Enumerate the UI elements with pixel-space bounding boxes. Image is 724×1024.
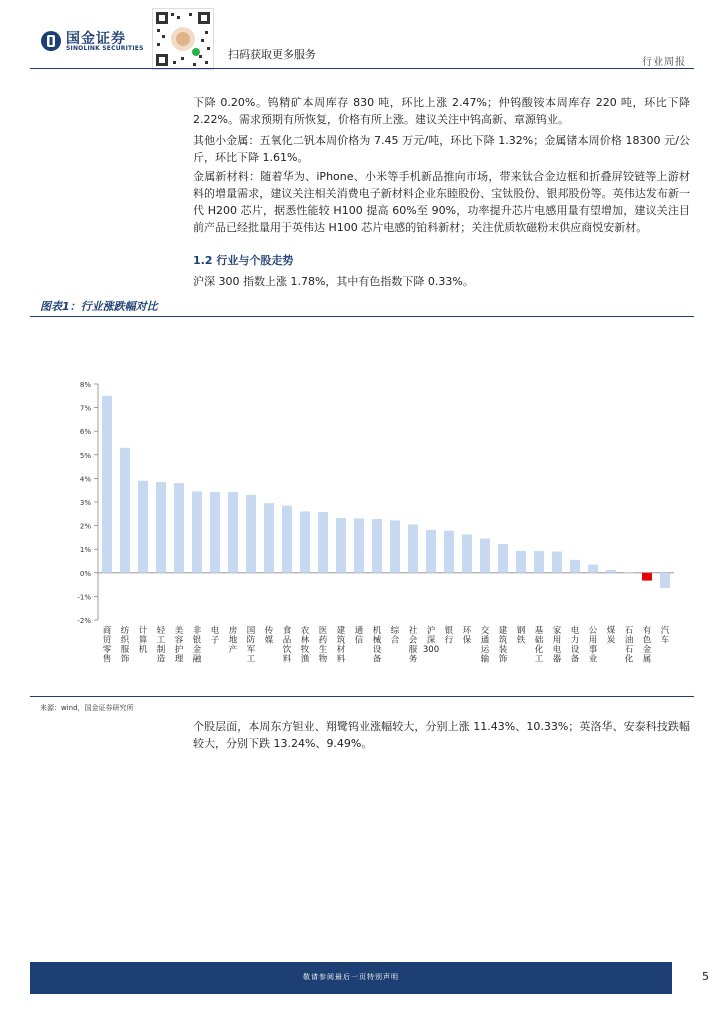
y-tick-label: 6% — [79, 428, 91, 437]
figure-source: 来源：wind，国金证券研究所 — [40, 704, 134, 712]
industry-change-bar-chart — [60, 372, 680, 682]
bar-21 — [480, 539, 490, 573]
category-label: 汽车 — [660, 626, 670, 646]
category-label: 美容护理 — [174, 626, 184, 665]
bar-29 — [624, 572, 634, 573]
category-label: 建筑装饰 — [498, 626, 508, 665]
category-label: 公用事业 — [588, 626, 598, 665]
category-label: 环保 — [462, 626, 472, 646]
category-label: 房地产 — [228, 626, 238, 655]
sinolink-logo-icon — [40, 30, 62, 52]
y-tick-label: -1% — [77, 593, 91, 602]
brand-name-cn: 国金证券 — [66, 31, 126, 47]
bar-10 — [282, 506, 292, 573]
bar-0 — [102, 396, 112, 573]
category-label: 基础化工 — [534, 626, 544, 665]
bar-26 — [570, 560, 580, 573]
category-label: 钢铁 — [516, 626, 526, 646]
y-tick-label: 2% — [79, 522, 91, 531]
category-label: 有色金属 — [642, 626, 652, 665]
bar-31 — [660, 573, 670, 588]
bar-7 — [228, 492, 238, 573]
bar-13 — [336, 518, 346, 573]
bar-11 — [300, 511, 310, 572]
category-label: 传媒 — [264, 626, 274, 646]
category-label: 医药生物 — [318, 626, 328, 665]
bar-30 — [642, 573, 652, 581]
bar-24 — [534, 551, 544, 573]
bar-27 — [588, 565, 598, 573]
category-label: 交通运输 — [480, 626, 490, 665]
category-label: 商贸零售 — [102, 626, 112, 665]
bar-2 — [138, 481, 148, 573]
bar-25 — [552, 552, 562, 573]
category-label: 电子 — [210, 626, 220, 646]
bar-3 — [156, 482, 166, 573]
category-label: 国防军工 — [246, 626, 256, 665]
category-label: 沪深 300 — [422, 626, 440, 655]
bar-9 — [264, 503, 274, 573]
bar-12 — [318, 512, 328, 573]
bar-19 — [444, 531, 454, 573]
section-title: 1.2 行业与个股走势 — [193, 254, 294, 267]
y-tick-label: 8% — [79, 381, 91, 389]
category-label: 家用电器 — [552, 626, 562, 665]
qr-caption: 扫码获取更多服务 — [228, 48, 316, 61]
bar-20 — [462, 535, 472, 573]
category-label: 计算机 — [138, 626, 148, 655]
y-tick-label: 3% — [79, 499, 91, 507]
paragraph-new-materials: 金属新材料：随着华为、iPhone、小米等手机新品推向市场，带来钛合金边框和折叠屏铰链等上游材料的增量需求，建议关注相关消费电子新材料企业东睦股份、宝钛股份、银邦股份等。英伟达发布新一代 H200 芯片，据悉性能较 H100 提高 60%至 90%，功率提升芯片电感用量有望增加，建议关注目前产品已经批量用于英伟达 H100 芯片电感的铂科新材；关注优质软磁粉末供应商悦安新材。 — [193, 170, 690, 234]
qr-code-icon[interactable] — [152, 8, 214, 70]
category-label: 煤炭 — [606, 626, 616, 646]
category-label: 电力设备 — [570, 626, 580, 665]
category-label: 通信 — [354, 626, 364, 646]
category-label: 食品饮料 — [282, 626, 292, 665]
report-type: 行业周报 — [642, 57, 686, 68]
paragraph-index: 沪深 300 指数上涨 1.78%，其中有色指数下降 0.33%。 — [193, 275, 474, 288]
category-label: 社会服务 — [408, 626, 418, 665]
paragraph-minor-metals: 其他小金属：五氧化二钒本周价格为 7.45 万元/吨，环比下降 1.32%；金属锗本周价格 18300 元/公斤，环比下降 1.61%。 — [193, 134, 690, 164]
category-label: 轻工制造 — [156, 626, 166, 665]
bar-1 — [120, 448, 130, 573]
bar-5 — [192, 491, 202, 572]
figure-top-rule — [30, 316, 694, 317]
y-tick-label: 4% — [79, 475, 91, 484]
y-tick-label: -2% — [77, 617, 91, 625]
bar-18 — [426, 530, 436, 573]
y-tick-label: 0% — [79, 569, 91, 578]
category-label: 石油石化 — [624, 626, 634, 665]
bar-6 — [210, 492, 220, 573]
y-tick-label: 7% — [79, 404, 91, 413]
category-label: 银行 — [444, 626, 454, 646]
figure-bottom-rule — [30, 696, 694, 697]
bar-23 — [516, 551, 526, 573]
bar-22 — [498, 544, 508, 573]
bar-4 — [174, 483, 184, 573]
category-label: 综合 — [390, 626, 400, 646]
category-label: 非银金融 — [192, 626, 202, 665]
footer-disclaimer: 敬请参阅最后一页特别声明 — [303, 973, 399, 981]
category-label: 农林牧渔 — [300, 626, 310, 665]
bar-8 — [246, 495, 256, 573]
y-tick-label: 5% — [79, 451, 91, 460]
brand-name-en: SINOLINK SECURITIES — [66, 45, 144, 52]
y-tick-label: 1% — [79, 546, 91, 555]
category-label: 纺织服饰 — [120, 626, 130, 665]
figure-title: 图表1：行业涨跌幅对比 — [40, 300, 158, 313]
bar-15 — [372, 519, 382, 573]
header-divider — [30, 68, 694, 69]
paragraph-tungsten: 下降 0.20%。钨精矿本周库存 830 吨，环比上涨 2.47%；仲钨酸铵本周库存 220 吨，环比下降 2.22%。需求预期有所恢复，价格有所上涨。建议关注中钨高新、章源钨业。 — [193, 96, 690, 126]
category-label: 建筑材料 — [336, 626, 346, 665]
bar-16 — [390, 520, 400, 572]
bar-17 — [408, 524, 418, 572]
bar-14 — [354, 519, 364, 573]
paragraph-stocks: 个股层面，本周东方钽业、翔鹭钨业涨幅较大，分别上涨 11.43%、10.33%；英洛华、安泰科技跌幅较大，分别下跌 13.24%、9.49%。 — [193, 720, 690, 750]
category-label: 机械设备 — [372, 626, 382, 665]
page-number: 5 — [702, 970, 709, 983]
bar-28 — [606, 570, 616, 573]
